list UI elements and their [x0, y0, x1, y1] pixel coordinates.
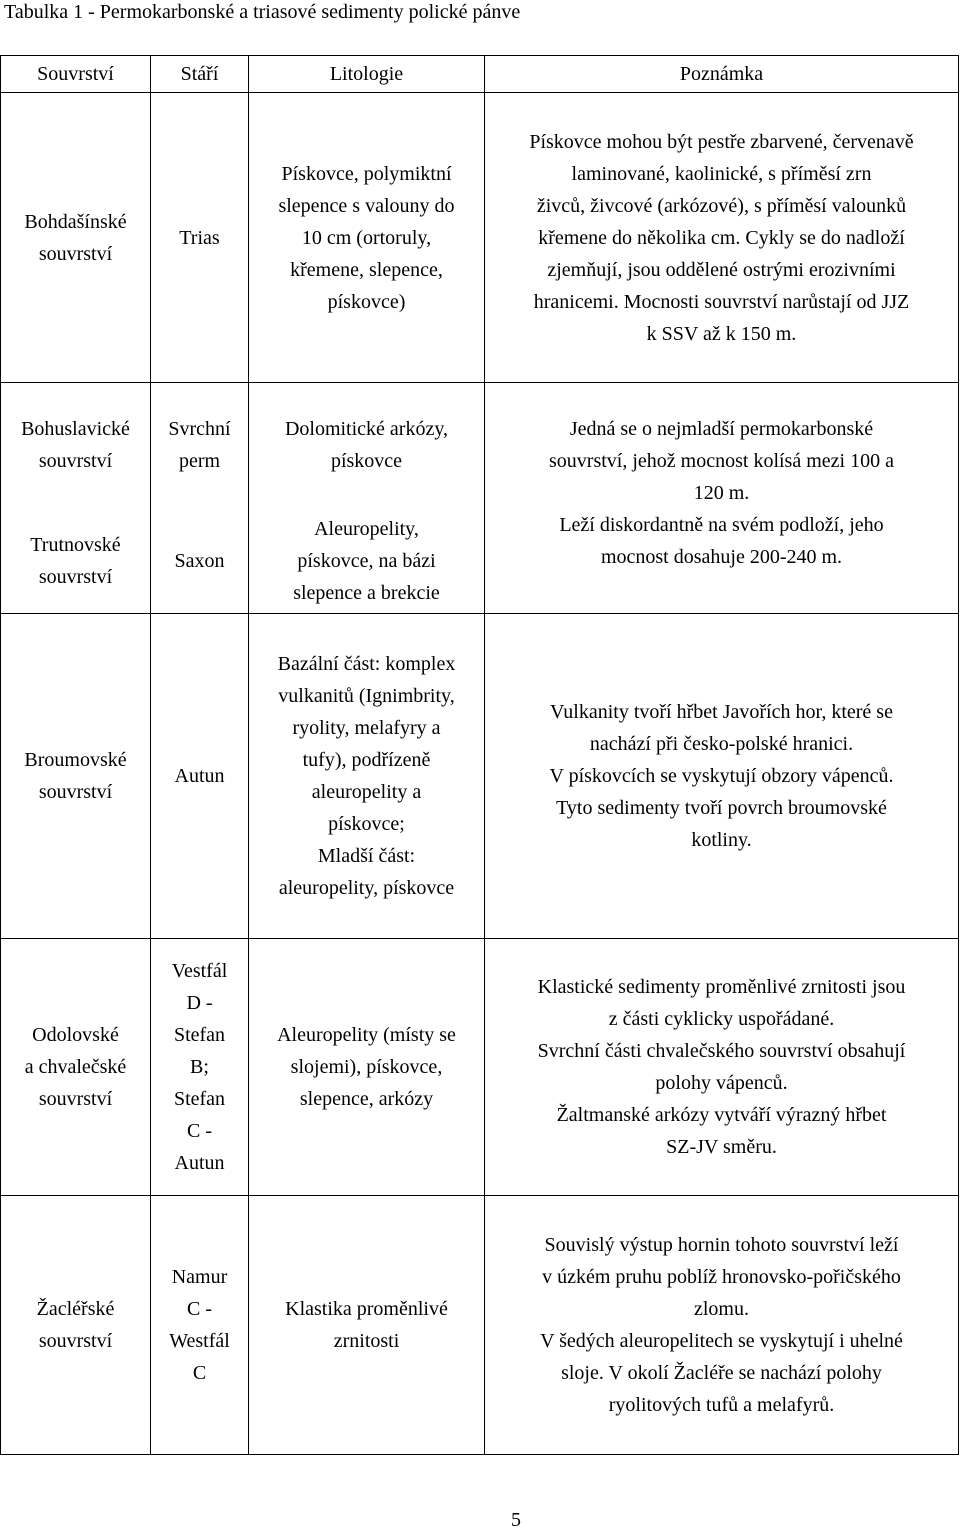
cell-poznamka: Souvislý výstup hornin tohoto souvrství leží v úzkém pruhu poblíž hronovsko-pořičského zlomu. V šedých aleuropelitech se vyskytují i uhelné sloje. V okolí Žacléře se nachází polohy ryolitových tufů a melafyrů. [485, 1195, 959, 1454]
header-litologie: Litologie [249, 56, 485, 93]
cell-poznamka: Klastické sedimenty proměnlivé zrnitosti jsou z části cyklicky uspořádané. Svrchní části chvalečského souvrství obsahují polohy vápenců. Žaltmanské arkózy vytváří výrazný hřbet SZ-JV směru. [485, 938, 959, 1195]
cell-litologie: Bazální část: komplex vulkanitů (Ignimbrity, ryolity, melafyry a tufy), podřízeně aleuropelity a pískovce; Mladší část: aleuropelity, pískovce [249, 613, 485, 938]
cell-stari: Trias [151, 93, 249, 383]
cell-stari: Namur C - Westfál C [151, 1195, 249, 1454]
cell-souvrstvi: Odolovské a chvalečské souvrství [1, 938, 151, 1195]
cell-litologie: Aleuropelity, pískovce, na bázi slepence a brekcie [249, 509, 485, 613]
table-header-row [1, 56, 959, 93]
cell-litologie: Klastika proměnlivé zrnitosti [249, 1195, 485, 1454]
cell-stari: Vestfál D - Stefan B; Stefan C - Autun [151, 938, 249, 1195]
header-stari: Stáří [151, 56, 249, 93]
table-row [1, 938, 959, 1195]
table-row [1, 1195, 959, 1454]
table-caption: Tabulka 1 - Permokarbonské a triasové sedimenty polické pánve [4, 1, 521, 23]
cell-stari: Svrchní perm [151, 383, 249, 510]
sediments-table [0, 55, 959, 1455]
cell-litologie: Pískovce, polymiktní slepence s valouny do 10 cm (ortoruly, křemene, slepence, pískovce) [249, 93, 485, 383]
header-souvrstvi: Souvrství [1, 56, 151, 93]
cell-souvrstvi: Bohuslavické souvrství [1, 383, 151, 510]
cell-stari: Autun [151, 613, 249, 938]
cell-souvrstvi: Broumovské souvrství [1, 613, 151, 938]
cell-souvrstvi: Bohdašínské souvrství [1, 93, 151, 383]
cell-poznamka: Jedná se o nejmladší permokarbonské souvrství, jehož mocnost kolísá mezi 100 a 120 m. [485, 383, 959, 510]
table-row [1, 613, 959, 938]
table-row [1, 509, 959, 613]
cell-poznamka: Vulkanity tvoří hřbet Javořích hor, které se nachází při česko-polské hranici. V pískovcích se vyskytují obzory vápenců. Tyto sedimenty tvoří povrch broumovské kotliny. [485, 613, 959, 938]
cell-souvrstvi: Žacléřské souvrství [1, 1195, 151, 1454]
header-poznamka: Poznámka [485, 56, 959, 93]
table-row [1, 93, 959, 383]
cell-souvrstvi: Trutnovské souvrství [1, 509, 151, 613]
cell-litologie: Aleuropelity (místy se slojemi), pískovce, slepence, arkózy [249, 938, 485, 1195]
cell-poznamka: Leží diskordantně na svém podloží, jeho mocnost dosahuje 200-240 m. [485, 509, 959, 613]
cell-stari: Saxon [151, 509, 249, 613]
cell-litologie: Dolomitické arkózy, pískovce [249, 383, 485, 510]
page-number: 5 [511, 1509, 521, 1531]
table-row [1, 383, 959, 510]
cell-poznamka: Pískovce mohou být pestře zbarvené, červenavě laminované, kaolinické, s příměsí zrn živců, živcové (arkózové), s příměsí valounků křemene do několika cm. Cykly se do nadloží zjemňují, jsou oddělené ostrými erozivními hranicemi. Mocnosti souvrství narůstají od JJZ k SSV až k 150 m. [485, 93, 959, 383]
